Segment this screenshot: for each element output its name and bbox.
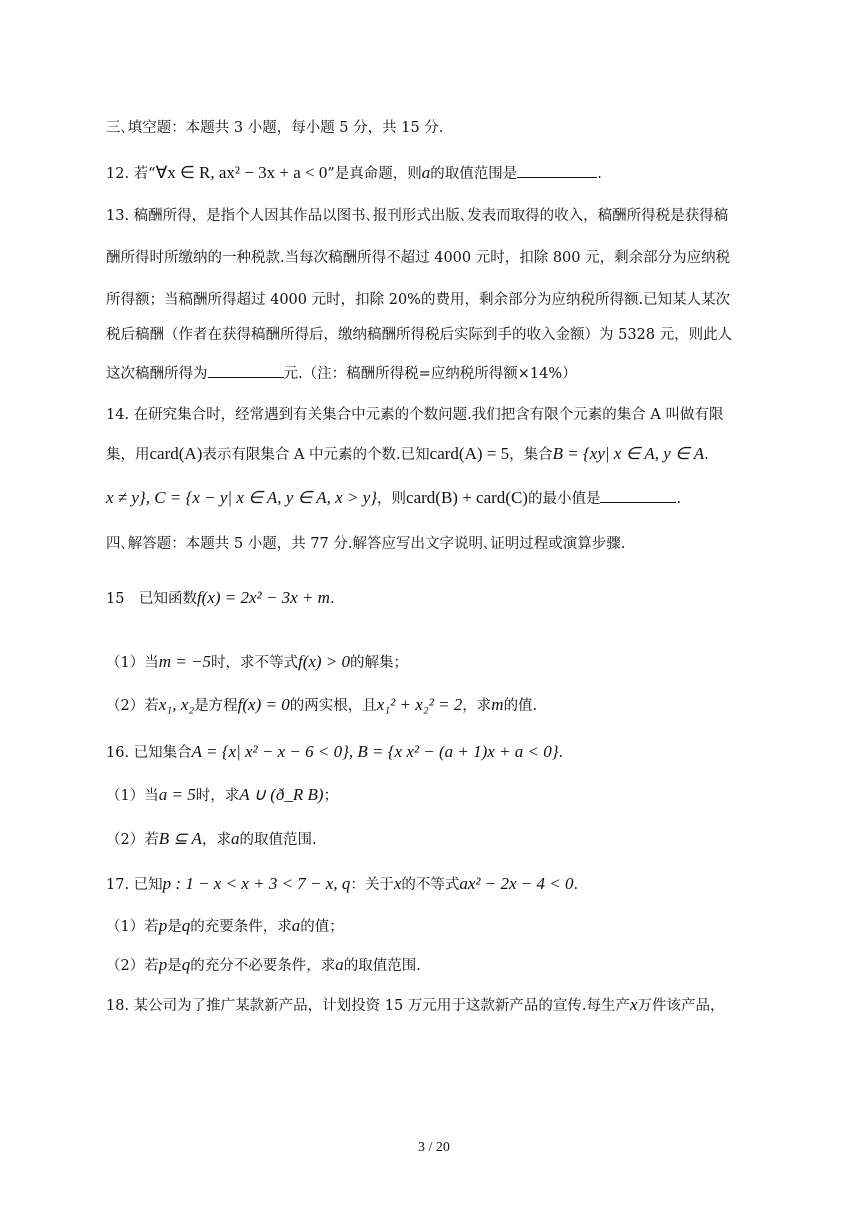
question-13-line-4: 税后稿酬（作者在获得稿酬所得后，缴纳稿酬所得税后实际到手的收入金额）为 5328 元，则此人 xyxy=(106,327,733,343)
question-14-line-2 xyxy=(106,444,709,465)
q15-p2-math-2: f(x) = 0 xyxy=(237,695,290,714)
q17-p2-mid-1: 是 xyxy=(167,958,182,974)
q17-text-pre: 17. 已知 xyxy=(106,877,163,893)
q15-text-pre: 15 已知函数 xyxy=(106,591,197,607)
question-14-line-1: 14. 在研究集合时，经常遇到有关集合中元素的个数问题.我们把含有限个元素的集合 A 叫做有限 xyxy=(106,407,724,423)
q18-text-pre: 18. 某公司为了推广某款新产品，计划投资 15 万元用于这款新产品的宣传.每生产 xyxy=(106,998,630,1014)
question-15-heading xyxy=(106,588,335,609)
question-13-line-2: 酬所得时所缴纳的一种税款.当每次稿酬所得不超过 4000 元时，扣除 800 元，剩余部分为应纳税 xyxy=(106,250,731,266)
question-16-part-1 xyxy=(106,785,338,806)
question-15-part-1 xyxy=(106,652,408,673)
q14-math-card-a: card(A) xyxy=(149,444,203,463)
q16-p1-mid: 时，求 xyxy=(195,788,240,804)
answer-blank xyxy=(600,488,676,503)
q18-text-post: 万件该产品， xyxy=(637,998,725,1014)
q14-math-set-b: B = {xy| x ∈ A, y ∈ A xyxy=(552,444,705,463)
q17-p2-math-2: q xyxy=(181,955,191,974)
q17-p1-mid-2: 的充要条件，求 xyxy=(190,919,292,935)
q17-p1-post: 的值； xyxy=(300,919,344,935)
q15-p2-math-1: x₁, x₂ xyxy=(158,695,195,714)
q16-p1-math-2: A ∪ (ð_R B) xyxy=(239,785,324,804)
q15-p2-pre: （2）若 xyxy=(106,698,159,714)
q14-math-card-eq: card(A) = 5 xyxy=(429,444,510,463)
q15-p2-post: 的值. xyxy=(503,698,538,714)
q17-p1-math-3: a xyxy=(291,916,301,935)
q17-p2-math-1: p xyxy=(158,955,168,974)
answer-blank xyxy=(208,363,284,378)
q15-p1-pre: （1）当 xyxy=(106,655,159,671)
q14-text-c: ，集合 xyxy=(509,447,553,463)
section-4-heading: 四､解答题：本题共 5 小题，共 77 分.解答应写出文字说明､证明过程或演算步骤. xyxy=(106,536,626,552)
question-13-line-5 xyxy=(106,363,577,384)
question-18-line-1 xyxy=(106,995,725,1016)
q17-mid-1: ：关于 xyxy=(350,877,394,893)
q17-end: . xyxy=(573,877,579,893)
question-12 xyxy=(106,163,602,184)
q14-text-d: . xyxy=(704,447,709,463)
q14-end: . xyxy=(676,491,682,507)
q14-math-set-c: x ≠ y}, C = {x − y| x ∈ A, y ∈ A, x > y} xyxy=(106,488,378,507)
q17-p1-math-2: q xyxy=(181,916,191,935)
q16-math-sets: A = {x| x² − x − 6 < 0}, B = {x x² − (a + 1)x + a < 0} xyxy=(191,742,559,761)
q15-p1-post: 的解集； xyxy=(350,655,409,671)
q14-text-a: 集，用 xyxy=(106,447,150,463)
answer-blank xyxy=(517,163,597,178)
q12-text-mid: ”是真命题，则 xyxy=(327,166,422,182)
q16-p2-math-2: a xyxy=(230,829,240,848)
q16-p2-post: 的取值范围. xyxy=(239,832,317,848)
question-17-heading xyxy=(106,874,578,895)
q14-text-f: 的最小值是 xyxy=(527,491,601,507)
q13-text-post: 元.（注：稿酬所得税=应纳税所得额×14%） xyxy=(283,366,577,382)
question-13-line-3: 所得额；当稿酬所得超过 4000 元时，扣除 20%的费用，剩余部分为应纳税所得额.已知某人某次 xyxy=(106,292,731,308)
question-17-part-2 xyxy=(106,955,421,976)
q14-text-e: ，则 xyxy=(377,491,407,507)
q15-p2-mid-1: 是方程 xyxy=(194,698,238,714)
q17-math-2: x xyxy=(393,874,402,893)
q17-math-1: p : 1 − x < x + 3 < 7 − x, q xyxy=(162,874,351,893)
q13-text-pre: 这次稿酬所得为 xyxy=(106,366,208,382)
question-14-line-3 xyxy=(106,488,681,509)
q14-text-b: 表示有限集合 A 中元素的个数.已知 xyxy=(202,447,430,463)
q12-text-pre: 12. 若“ xyxy=(106,166,156,182)
q14-math-card-sum: card(B) + card(C) xyxy=(406,488,528,507)
q15-math-function: f(x) = 2x² − 3x + m xyxy=(196,588,330,607)
q17-p1-pre: （1）若 xyxy=(106,919,159,935)
q15-end: . xyxy=(329,591,335,607)
q15-p1-math-1: m = −5 xyxy=(158,652,211,671)
question-17-part-1 xyxy=(106,916,344,937)
q15-p1-math-2: f(x) > 0 xyxy=(297,652,351,671)
q15-p1-mid: 时，求不等式 xyxy=(210,655,298,671)
q17-p2-post: 的取值范围. xyxy=(343,958,421,974)
q12-text-post: 的取值范围是 xyxy=(430,166,518,182)
q16-p2-pre: （2）若 xyxy=(106,832,159,848)
q17-p1-mid-1: 是 xyxy=(167,919,182,935)
q16-p2-math-1: B ⊆ A xyxy=(158,829,202,848)
q16-p1-pre: （1）当 xyxy=(106,788,159,804)
q16-p1-math-1: a = 5 xyxy=(158,785,196,804)
q16-p2-mid: ，求 xyxy=(201,832,231,848)
q15-p2-math-4: m xyxy=(491,695,504,714)
section-3-heading: 三､填空题：本题共 3 小题，每小题 5 分，共 15 分. xyxy=(106,120,444,136)
q16-text-pre: 16. 已知集合 xyxy=(106,745,192,761)
q16-end: . xyxy=(558,745,564,761)
q17-math-3: ax² − 2x − 4 < 0 xyxy=(459,874,574,893)
question-15-part-2 xyxy=(106,695,537,716)
q15-p2-math-3: x₁² + x₂² = 2 xyxy=(376,695,463,714)
q12-math: ∀x ∈ R, ax² − 3x + a < 0 xyxy=(155,163,328,182)
q18-math-x: x xyxy=(629,995,638,1014)
q17-p2-mid-2: 的充分不必要条件，求 xyxy=(190,958,336,974)
question-13-line-1: 13. 稿酬所得，是指个人因其作品以图书､报刊形式出版､发表而取得的收入，稿酬所得税是获得稿 xyxy=(106,208,729,224)
q15-p2-mid-3: ，求 xyxy=(462,698,492,714)
page-number: 3 / 20 xyxy=(418,1140,450,1155)
q12-var: a xyxy=(421,163,431,182)
q17-p2-math-3: a xyxy=(335,955,344,974)
q12-end: . xyxy=(597,166,602,182)
q16-p1-post: ； xyxy=(323,788,339,804)
q17-p2-pre: （2）若 xyxy=(106,958,159,974)
q17-mid-2: 的不等式 xyxy=(401,877,460,893)
question-16-heading xyxy=(106,742,563,763)
question-16-part-2 xyxy=(106,829,317,850)
q17-p1-math-1: p xyxy=(158,916,168,935)
q15-p2-mid-2: 的两实根，且 xyxy=(289,698,377,714)
